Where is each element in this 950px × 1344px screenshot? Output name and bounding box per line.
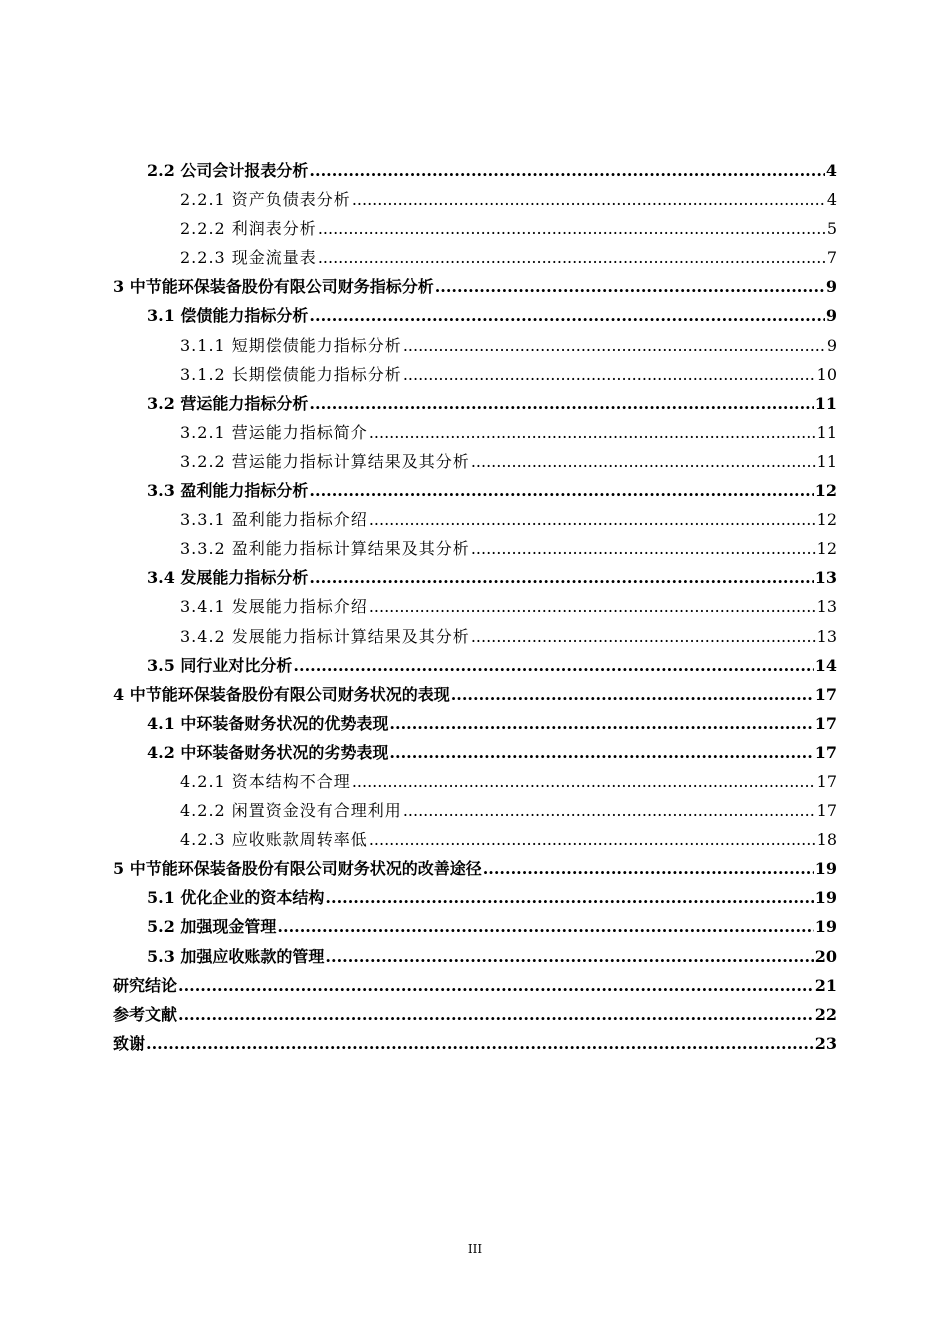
toc-entry[interactable] xyxy=(0,622,837,651)
toc-leader-dots xyxy=(435,272,825,301)
toc-leader-dots xyxy=(389,738,813,767)
toc-entry-page: 17 xyxy=(814,742,837,762)
toc-entry-page: 13 xyxy=(816,597,837,617)
toc-entry-page: 7 xyxy=(826,248,837,268)
toc-entry-title: 5.1 优化企业的资本结构 xyxy=(147,888,325,908)
toc-entry-title: 3.3 盈利能力指标分析 xyxy=(147,481,309,501)
toc-leader-dots xyxy=(325,883,813,912)
toc-entry[interactable] xyxy=(0,854,837,883)
toc-leader-dots xyxy=(403,331,826,360)
toc-entry[interactable] xyxy=(0,883,837,912)
toc-entry[interactable] xyxy=(0,1000,837,1029)
toc-entry[interactable] xyxy=(0,156,837,185)
toc-entry-title: 2.2.2 利润表分析 xyxy=(180,219,317,239)
toc-entry-page: 18 xyxy=(816,830,837,850)
toc-entry-page: 11 xyxy=(816,422,837,442)
toc-entry-page: 4 xyxy=(826,190,837,210)
toc-entry-page: 4 xyxy=(825,161,837,180)
toc-entry-title: 3.3.2 盈利能力指标计算结果及其分析 xyxy=(180,539,470,559)
toc-entry-page: 5 xyxy=(826,219,837,239)
toc-entry[interactable] xyxy=(0,272,837,301)
toc-entry-title: 2.2.3 现金流量表 xyxy=(180,248,317,268)
toc-entry-title: 4 中节能环保装备股份有限公司财务状况的表现 xyxy=(113,684,450,704)
toc-leader-dots xyxy=(451,680,814,709)
toc-entry[interactable] xyxy=(0,651,837,680)
toc-leader-dots xyxy=(309,476,813,505)
toc-entry-title: 参考文献 xyxy=(113,1004,178,1024)
toc-entry-page: 17 xyxy=(816,771,837,791)
toc-entry[interactable] xyxy=(0,389,837,418)
toc-leader-dots xyxy=(403,360,816,389)
toc-entry-title: 3.3.1 盈利能力指标介绍 xyxy=(180,510,368,530)
toc-entry-title: 3.1.1 短期偿债能力指标分析 xyxy=(180,335,402,355)
toc-entry-title: 5 中节能环保装备股份有限公司财务状况的改善途径 xyxy=(113,859,482,879)
toc-leader-dots xyxy=(471,534,816,563)
toc-leader-dots xyxy=(309,301,824,330)
toc-entry-title: 4.2.2 闲置资金没有合理利用 xyxy=(180,801,402,821)
toc-entry-title: 致谢 xyxy=(113,1033,146,1053)
toc-entry[interactable] xyxy=(0,185,837,214)
toc-entry-page: 22 xyxy=(814,1004,837,1024)
toc-entry-page: 14 xyxy=(814,655,837,675)
toc-entry-title: 4.2 中环装备财务状况的劣势表现 xyxy=(147,742,389,762)
toc-leader-dots xyxy=(352,185,826,214)
toc-entry[interactable] xyxy=(0,476,837,505)
toc-entry-page: 9 xyxy=(825,306,837,326)
toc-entry[interactable] xyxy=(0,418,837,447)
toc-entry-title: 3.4 发展能力指标分析 xyxy=(147,568,309,588)
toc-entry-page: 17 xyxy=(816,801,837,821)
toc-entry-title: 4.2.1 资本结构不合理 xyxy=(180,771,351,791)
toc-entry-title: 3.4.1 发展能力指标介绍 xyxy=(180,597,368,617)
toc-leader-dots xyxy=(318,243,826,272)
toc-entry[interactable] xyxy=(0,796,837,825)
toc-entry[interactable] xyxy=(0,534,837,563)
toc-entry-title: 3.2.1 营运能力指标简介 xyxy=(180,422,368,442)
toc-entry-page: 23 xyxy=(814,1033,837,1053)
toc-entry-title: 3.1 偿债能力指标分析 xyxy=(147,306,309,326)
toc-leader-dots xyxy=(369,825,816,854)
toc-entry-page: 17 xyxy=(814,713,837,733)
toc-entry-page: 10 xyxy=(816,364,837,384)
toc-entry[interactable] xyxy=(0,912,837,941)
toc-leader-dots xyxy=(178,1000,814,1029)
toc-entry-title: 2.2.1 资产负债表分析 xyxy=(180,190,351,210)
toc-entry[interactable] xyxy=(0,505,837,534)
toc-entry[interactable] xyxy=(0,563,837,592)
toc-entry[interactable] xyxy=(0,360,837,389)
toc-entry-title: 3.1.2 长期偿债能力指标分析 xyxy=(180,364,402,384)
toc-entry-page: 12 xyxy=(814,481,837,501)
toc-entry[interactable] xyxy=(0,825,837,854)
toc-entry[interactable] xyxy=(0,767,837,796)
page-number: III xyxy=(467,1242,483,1256)
toc-leader-dots xyxy=(369,592,816,621)
toc-leader-dots xyxy=(277,912,813,941)
toc-entry-title: 3.5 同行业对比分析 xyxy=(147,655,293,675)
toc-entry[interactable] xyxy=(0,214,837,243)
toc-entry-page: 19 xyxy=(814,917,837,937)
toc-entry-title: 2.2 公司会计报表分析 xyxy=(147,161,309,180)
toc-entry-page: 12 xyxy=(816,539,837,559)
toc-entry-page: 19 xyxy=(814,888,837,908)
toc-leader-dots xyxy=(325,942,813,971)
toc-leader-dots xyxy=(293,651,813,680)
toc-entry-title: 3.2.2 营运能力指标计算结果及其分析 xyxy=(180,451,470,471)
toc-entry[interactable] xyxy=(0,331,837,360)
toc-entry-page: 17 xyxy=(814,684,837,704)
toc-entry[interactable] xyxy=(0,447,837,476)
toc-entry[interactable] xyxy=(0,738,837,767)
toc-entry-page: 20 xyxy=(814,946,837,966)
toc-entry[interactable] xyxy=(0,301,837,330)
table-of-contents xyxy=(0,156,950,1058)
toc-leader-dots xyxy=(309,389,813,418)
toc-entry-title: 4.1 中环装备财务状况的优势表现 xyxy=(147,713,389,733)
toc-leader-dots xyxy=(178,971,814,1000)
toc-entry[interactable] xyxy=(0,680,837,709)
toc-entry-title: 3.4.2 发展能力指标计算结果及其分析 xyxy=(180,626,470,646)
toc-leader-dots xyxy=(483,854,814,883)
toc-leader-dots xyxy=(318,214,826,243)
toc-entry-title: 5.2 加强现金管理 xyxy=(147,917,277,937)
toc-entry-title: 3.2 营运能力指标分析 xyxy=(147,393,309,413)
toc-entry[interactable] xyxy=(0,1029,837,1058)
toc-leader-dots xyxy=(309,156,824,185)
toc-leader-dots xyxy=(403,796,816,825)
toc-leader-dots xyxy=(352,767,816,796)
toc-leader-dots xyxy=(471,447,816,476)
toc-entry-page: 21 xyxy=(814,975,837,995)
toc-entry-title: 3 中节能环保装备股份有限公司财务指标分析 xyxy=(113,277,434,297)
toc-leader-dots xyxy=(389,709,813,738)
toc-entry[interactable] xyxy=(0,592,837,621)
toc-entry-title: 5.3 加强应收账款的管理 xyxy=(147,946,325,966)
toc-entry[interactable] xyxy=(0,971,837,1000)
toc-leader-dots xyxy=(471,622,816,651)
toc-entry-page: 11 xyxy=(816,451,837,471)
toc-leader-dots xyxy=(146,1029,814,1058)
toc-entry-page: 12 xyxy=(816,510,837,530)
toc-entry-title: 4.2.3 应收账款周转率低 xyxy=(180,830,368,850)
toc-leader-dots xyxy=(369,505,816,534)
toc-entry-page: 13 xyxy=(816,626,837,646)
toc-entry-page: 11 xyxy=(814,393,837,413)
toc-entry-title: 研究结论 xyxy=(113,975,178,995)
toc-entry[interactable] xyxy=(0,709,837,738)
toc-leader-dots xyxy=(369,418,816,447)
toc-entry[interactable] xyxy=(0,243,837,272)
toc-entry-page: 9 xyxy=(826,335,837,355)
toc-entry-page: 13 xyxy=(814,568,837,588)
toc-leader-dots xyxy=(309,563,813,592)
toc-entry[interactable] xyxy=(0,942,837,971)
toc-entry-page: 9 xyxy=(825,277,837,297)
toc-entry-page: 19 xyxy=(814,859,837,879)
